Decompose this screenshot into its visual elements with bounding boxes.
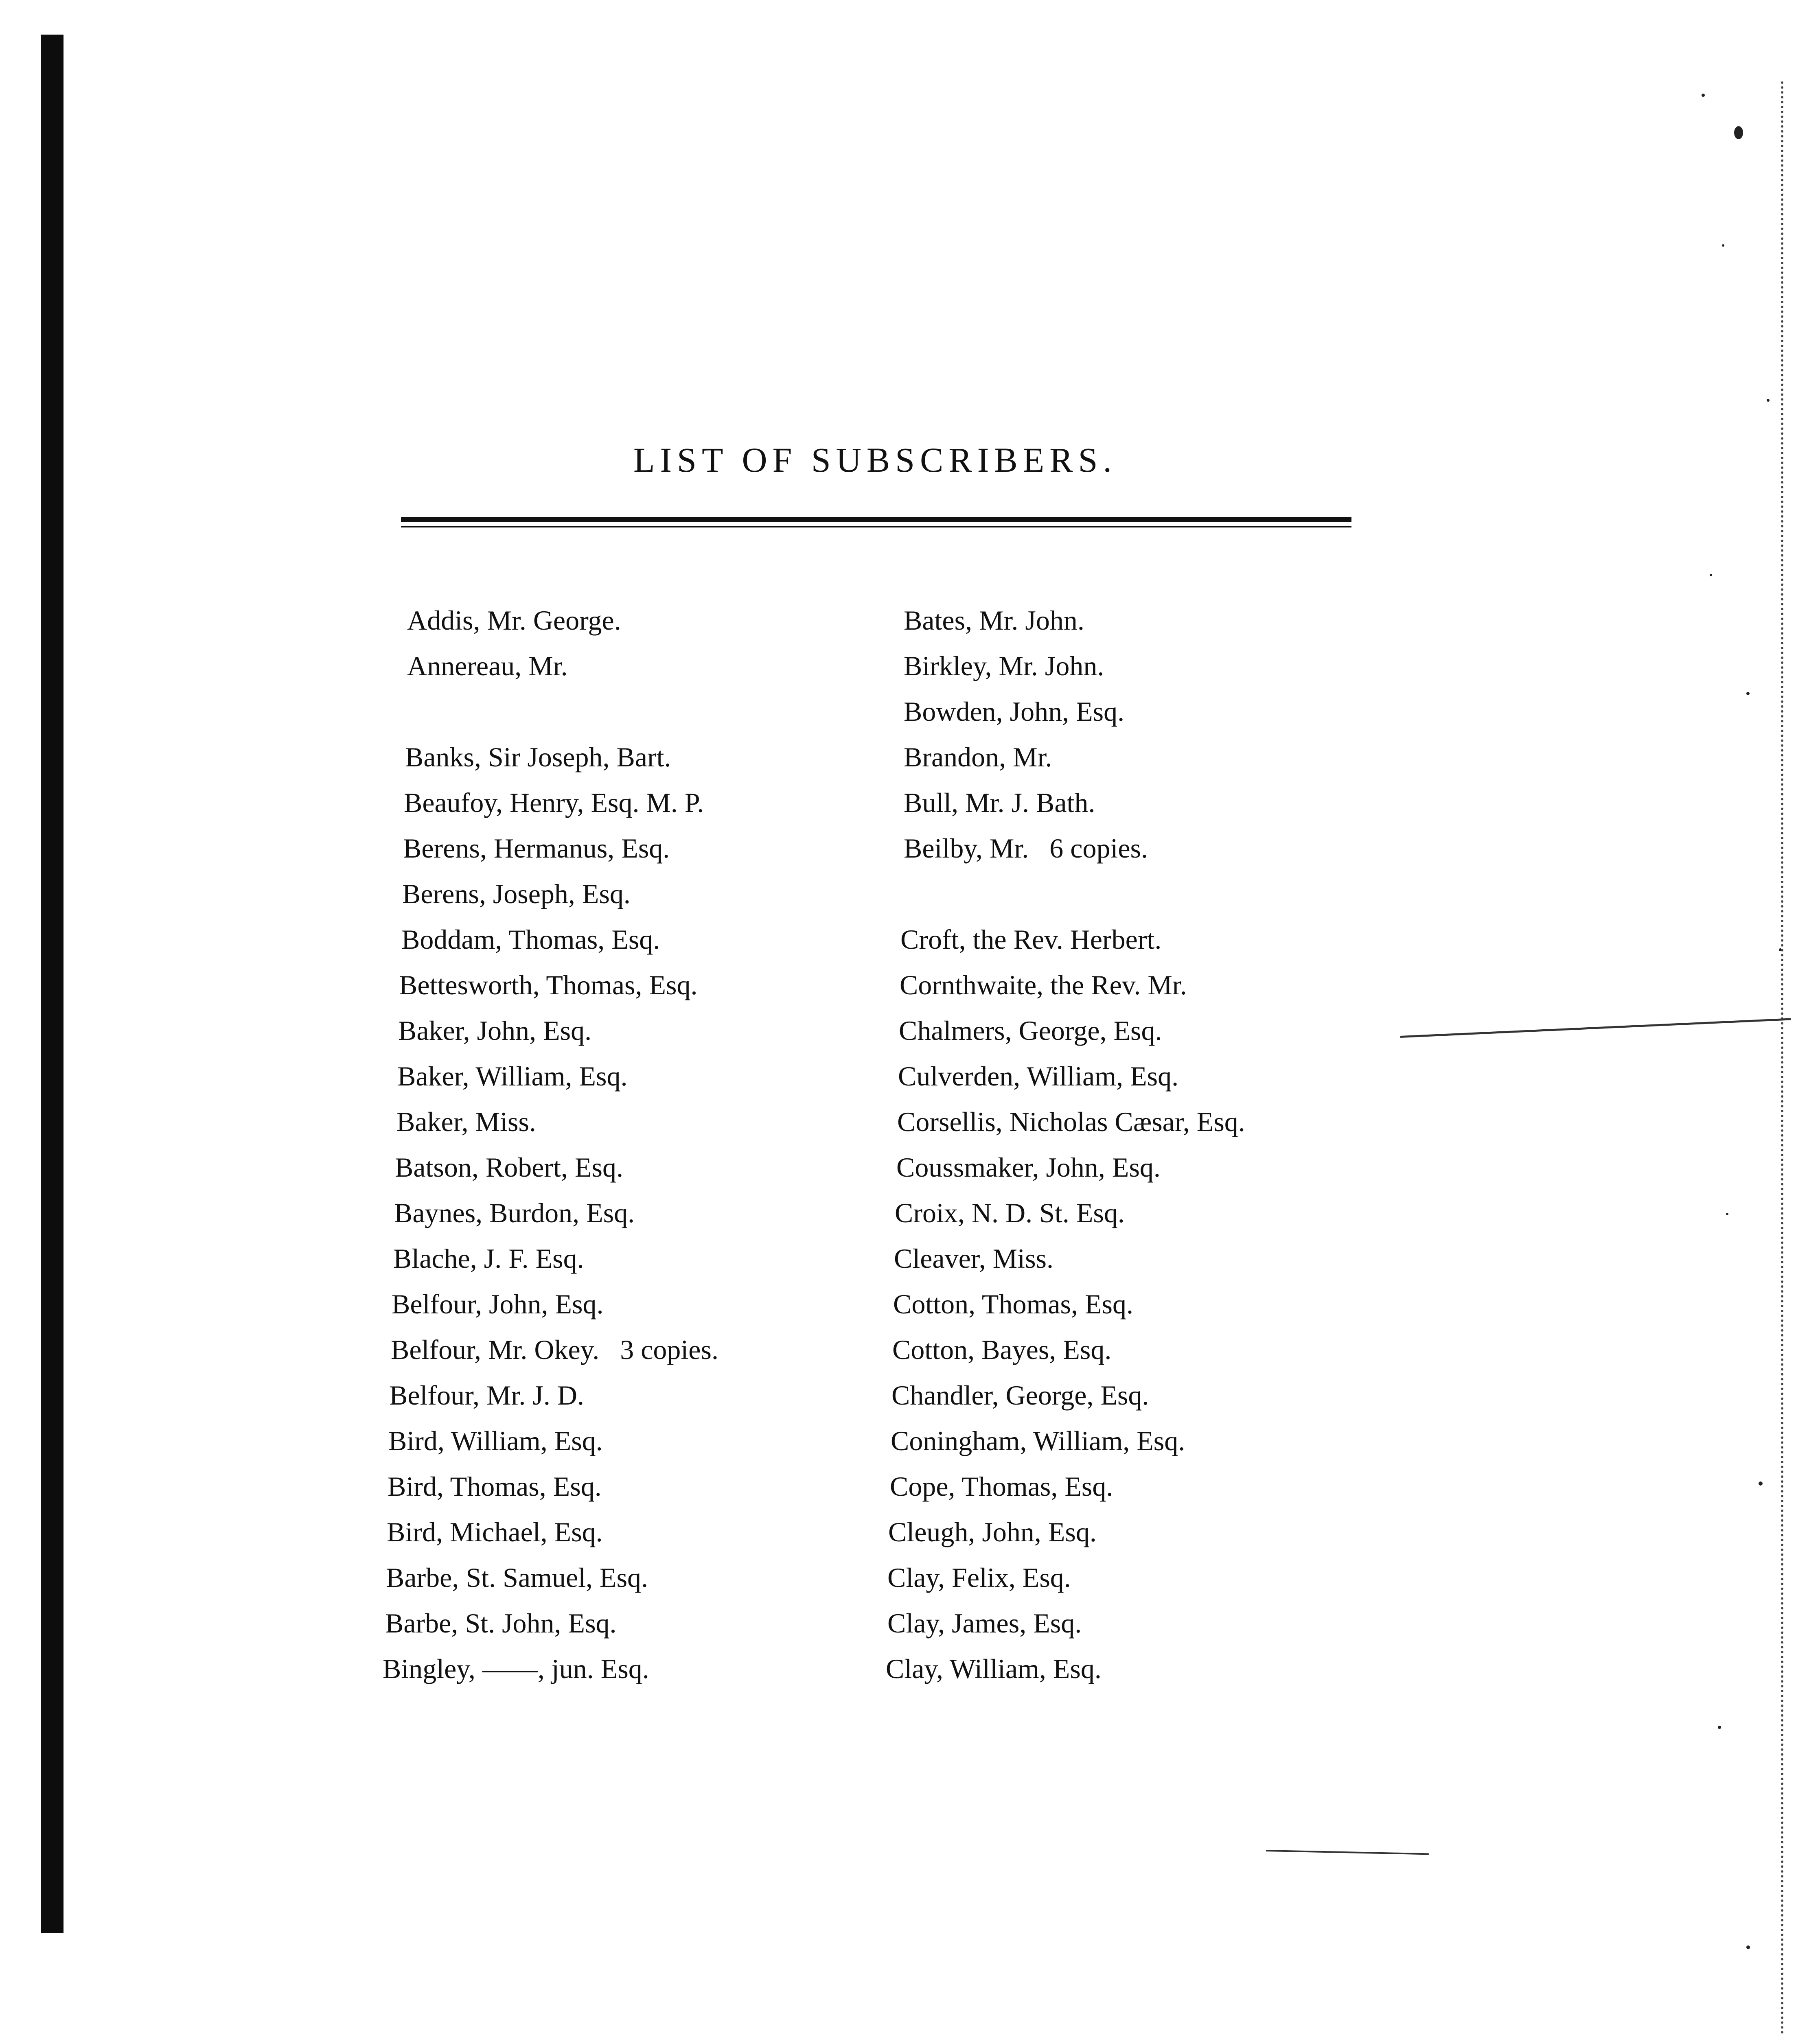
- subscriber-entry: Cope, Thomas, Esq.: [890, 1471, 1113, 1502]
- binding-shadow: [41, 35, 64, 1933]
- subscriber-entry: Bettesworth, Thomas, Esq.: [399, 969, 698, 1000]
- subscriber-entry: Berens, Joseph, Esq.: [402, 878, 631, 909]
- subscriber-entry: Blache, J. F. Esq.: [393, 1243, 584, 1274]
- subscriber-entry: Bull, Mr. J. Bath.: [904, 787, 1095, 818]
- subscriber-entry: Barbe, St. Samuel, Esq.: [386, 1562, 648, 1593]
- subscriber-entry: Clay, William, Esq.: [886, 1653, 1102, 1684]
- subscriber-entry: Baynes, Burdon, Esq.: [394, 1197, 635, 1228]
- subscriber-entry: Cotton, Bayes, Esq.: [892, 1334, 1112, 1365]
- subscriber-entry: Cleugh, John, Esq.: [888, 1516, 1097, 1547]
- subscriber-entry: Brandon, Mr.: [904, 742, 1052, 772]
- subscriber-entry: Bingley, ——, jun. Esq.: [383, 1653, 649, 1684]
- subscriber-entry: Berens, Hermanus, Esq.: [403, 833, 670, 864]
- subscriber-entry: Culverden, William, Esq.: [898, 1061, 1179, 1092]
- subscriber-entry: Baker, William, Esq.: [397, 1061, 628, 1092]
- subscriber-entry: Batson, Robert, Esq.: [395, 1152, 623, 1183]
- subscriber-entry: Clay, James, Esq.: [887, 1608, 1082, 1639]
- subscriber-entry: Chandler, George, Esq.: [891, 1380, 1149, 1411]
- subscriber-entry: Birkley, Mr. John.: [904, 650, 1104, 681]
- subscriber-entry: Addis, Mr. George.: [407, 605, 621, 636]
- section-gap: [407, 689, 718, 734]
- subscriber-entry: Cleaver, Miss.: [894, 1243, 1053, 1274]
- subscriber-entry: Barbe, St. John, Esq.: [385, 1608, 617, 1639]
- subscriber-entry: Clay, Felix, Esq.: [887, 1562, 1071, 1593]
- subscriber-entry: Belfour, John, Esq.: [392, 1289, 604, 1319]
- subscriber-entry: Boddam, Thomas, Esq.: [401, 924, 660, 955]
- subscriber-entry: Bates, Mr. John.: [904, 605, 1084, 636]
- subscriber-entry: Baker, Miss.: [396, 1106, 536, 1137]
- subscriber-entry: Bird, Michael, Esq.: [387, 1516, 603, 1547]
- page-title: LIST OF SUBSCRIBERS.: [633, 440, 1117, 479]
- subscriber-entry: Bird, Thomas, Esq.: [388, 1471, 602, 1502]
- subscriber-entry: Coussmaker, John, Esq.: [896, 1152, 1161, 1183]
- subscriber-entry: Beilby, Mr. 6 copies.: [904, 833, 1148, 864]
- subscriber-column-right: [886, 597, 1245, 1691]
- subscriber-entry: Coningham, William, Esq.: [891, 1425, 1185, 1456]
- stray-pen-line: [1266, 1850, 1429, 1855]
- subscriber-entry: Cotton, Thomas, Esq.: [893, 1289, 1133, 1319]
- subscriber-entry: Croft, the Rev. Herbert.: [900, 924, 1162, 955]
- subscriber-entry: Bird, William, Esq.: [388, 1425, 603, 1456]
- subscriber-entry: Chalmers, George, Esq.: [899, 1015, 1162, 1046]
- subscriber-column-left: [383, 597, 718, 1691]
- subscriber-entry: Bowden, John, Esq.: [904, 696, 1125, 727]
- page-edge-noise: [1685, 33, 1795, 2035]
- subscriber-entry: Corsellis, Nicholas Cæsar, Esq.: [897, 1106, 1245, 1137]
- subscriber-entry: Cornthwaite, the Rev. Mr.: [900, 969, 1187, 1000]
- subscriber-entry: Belfour, Mr. Okey. 3 copies.: [391, 1334, 718, 1365]
- subscriber-entry: Baker, John, Esq.: [398, 1015, 592, 1046]
- title-double-rule: [401, 517, 1351, 527]
- subscriber-entry: Beaufoy, Henry, Esq. M. P.: [404, 787, 704, 818]
- section-gap: [904, 871, 1245, 917]
- subscriber-entry: Banks, Sir Joseph, Bart.: [405, 742, 671, 772]
- subscriber-entry: Annereau, Mr.: [407, 650, 568, 681]
- subscriber-entry: Belfour, Mr. J. D.: [389, 1380, 584, 1411]
- subscriber-entry: Croix, N. D. St. Esq.: [895, 1197, 1125, 1228]
